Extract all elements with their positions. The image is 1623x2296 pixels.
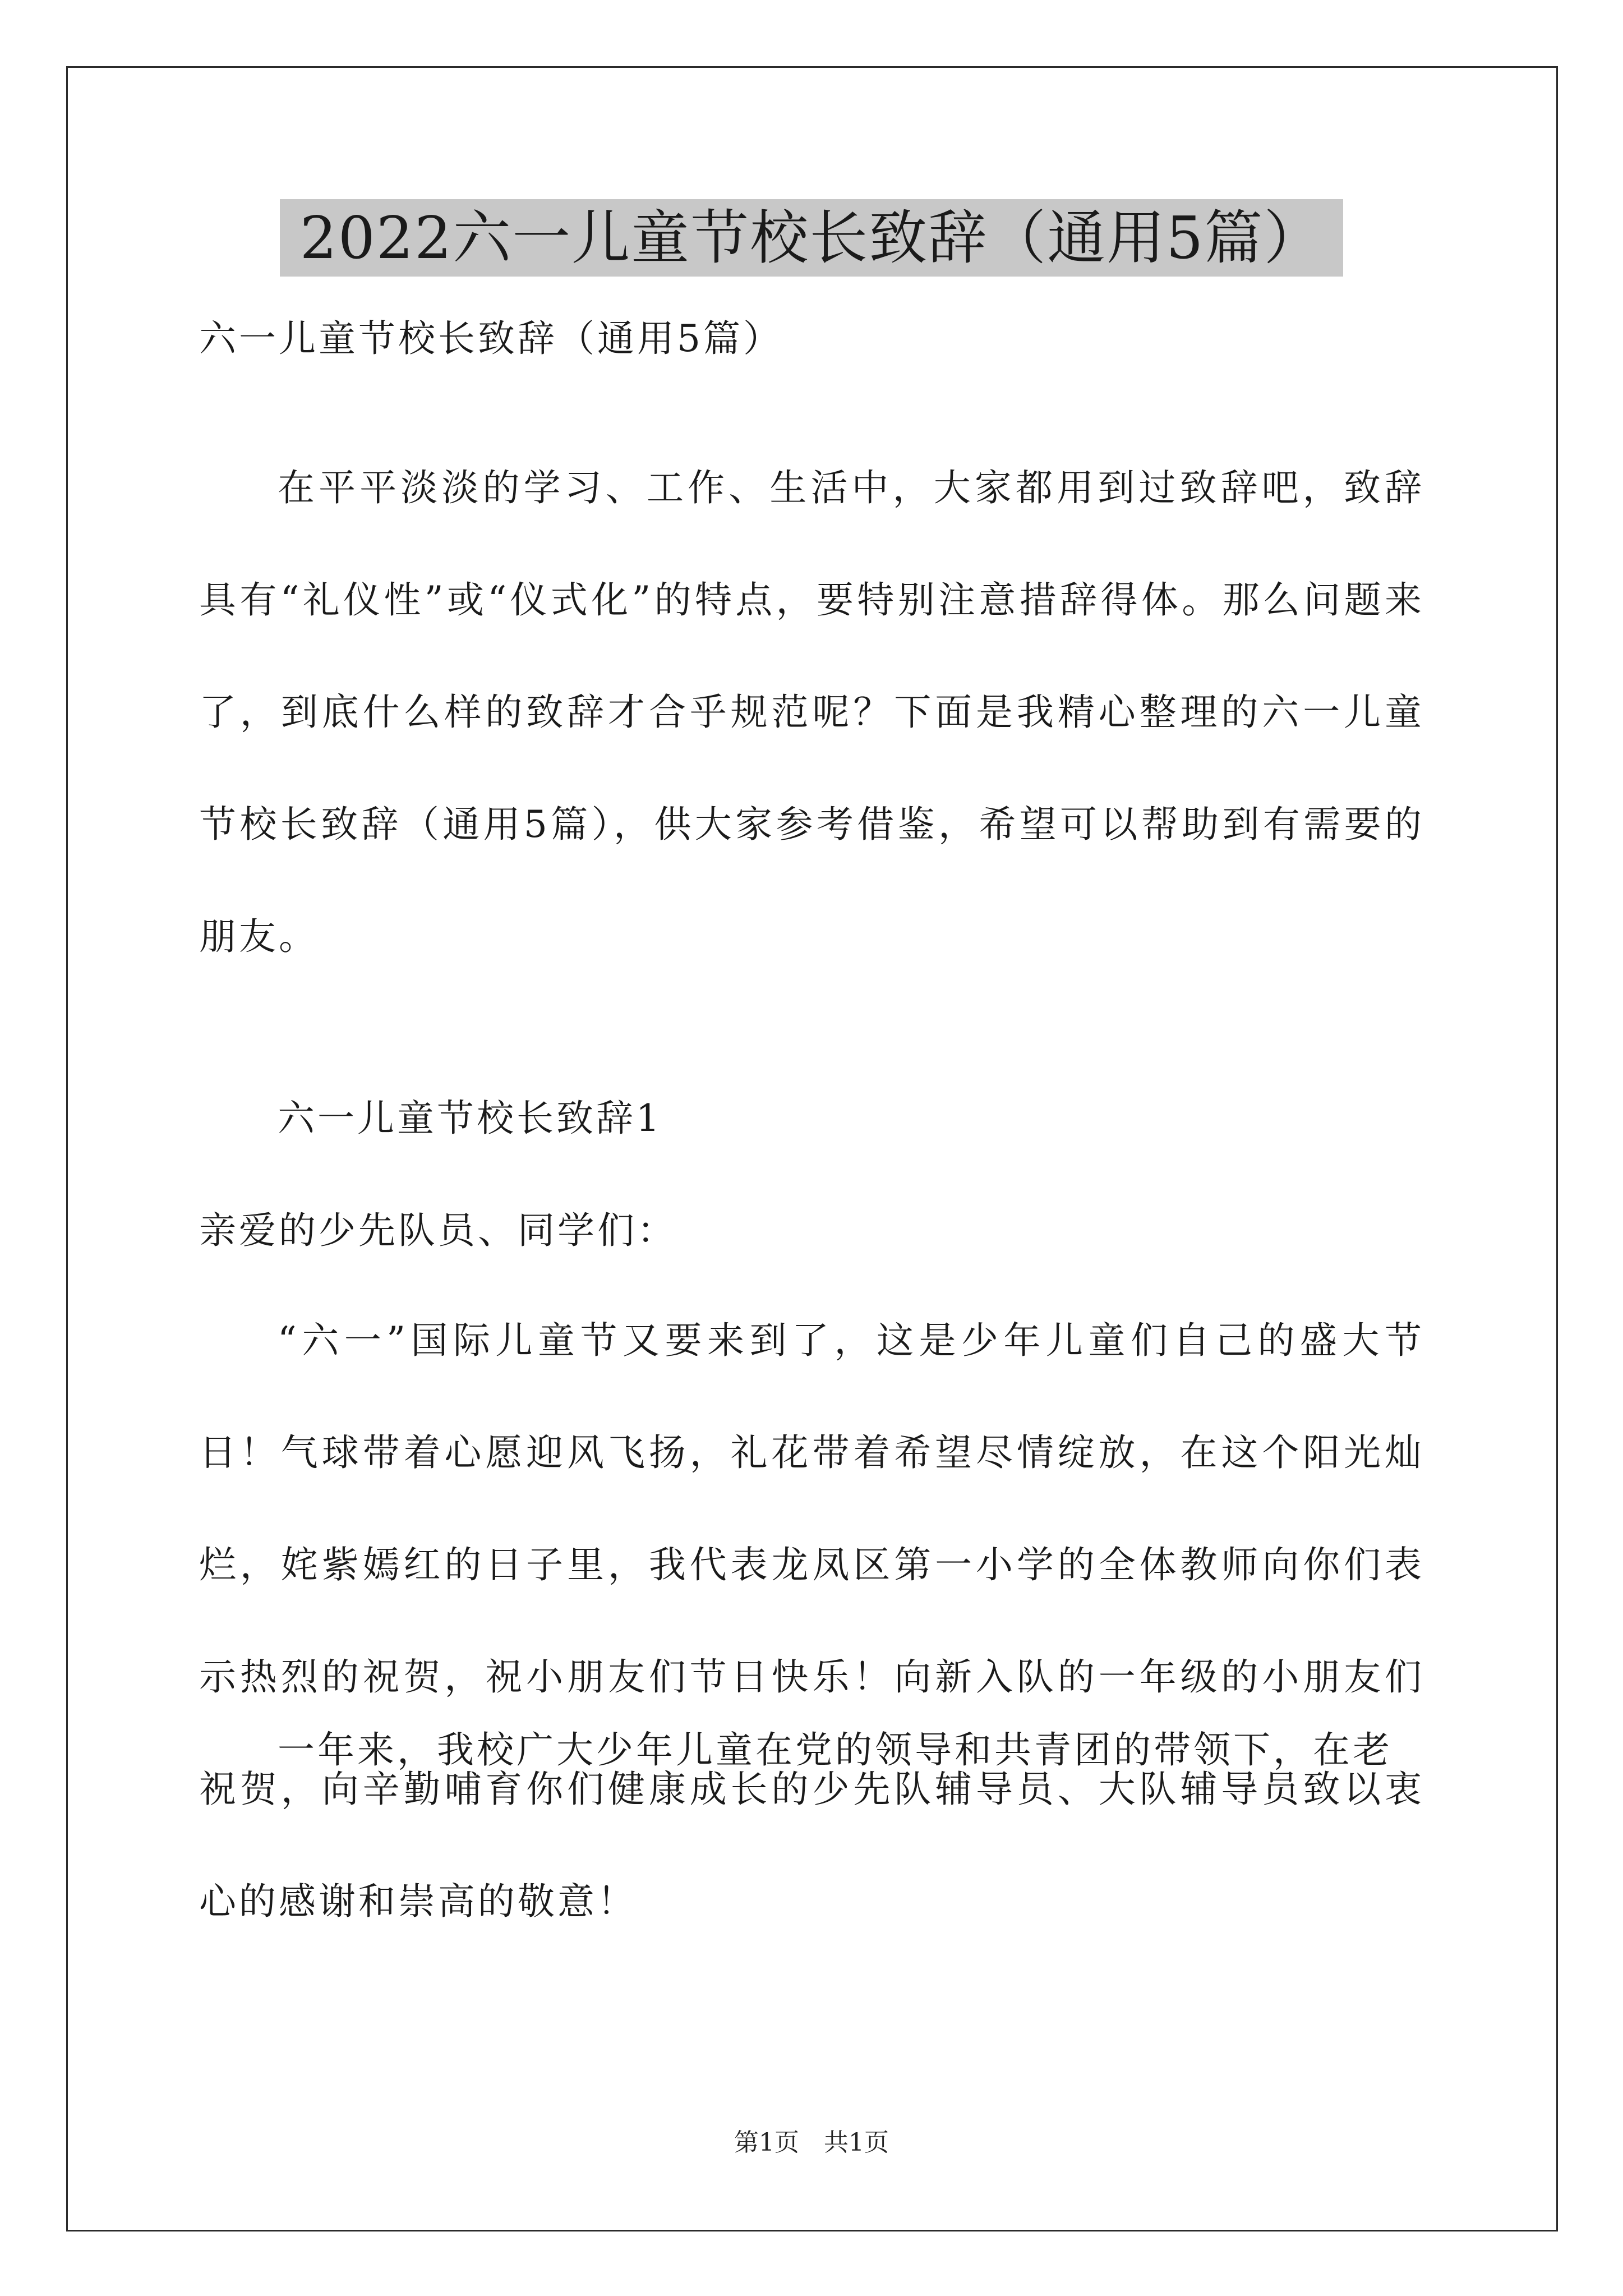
body-paragraph: “六一”国际儿童节又要来到了，这是少年儿童们自己的盛大节日！气球带着心愿迎风飞扬，礼花带着希望尽情绽放，在这个阳光灿烂，姹紫嫣红的日子里，我代表龙凤区第一小学的全体教师向你们表示热烈的祝贺，祝小朋友们节日快乐！向新入队的一年级的小朋友们祝贺，向辛勤哺育你们健康成长的少先队辅导员、大队辅导员致以衷心的感谢和崇高的敬意！ <box>199 1319 1424 1923</box>
body-paragraph: 一年来，我校广大少年儿童在党的领导和共青团的带领下，在老 <box>278 1728 1393 1772</box>
title-container <box>0 199 1623 277</box>
document-title: 2022六一儿童节校长致辞（通用5篇） <box>280 199 1344 277</box>
page-number-footer: 第1页 共1页 <box>734 2128 889 2157</box>
salutation: 亲爱的少先队员、同学们： <box>199 1209 677 1252</box>
section-heading: 六一儿童节校长致辞1 <box>278 1097 662 1140</box>
document-subtitle: 六一儿童节校长致辞（通用5篇） <box>199 317 783 360</box>
intro-paragraph: 在平平淡淡的学习、工作、生活中，大家都用到过致辞吧，致辞具有“礼仪性”或“仪式化”的特点，要特别注意措辞得体。那么问题来了，到底什么样的致辞才合乎规范呢？下面是我精心整理的六一儿童节校长致辞（通用5篇），供大家参考借鉴，希望可以帮助到有需要的朋友。 <box>199 466 1424 958</box>
